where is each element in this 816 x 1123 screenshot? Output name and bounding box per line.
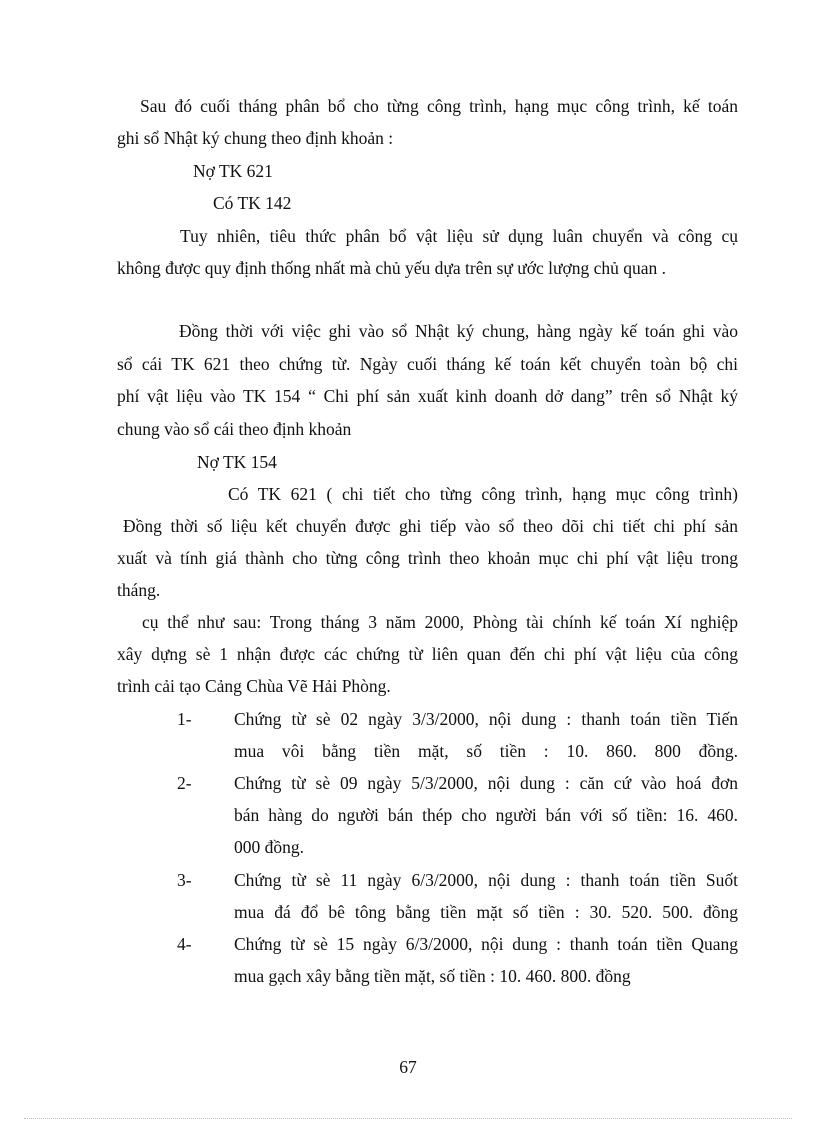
list-item-3-line-1: Chứng từ sè 11 ngày 6/3/2000, nội dung : thanh toán tiền Suốt: [234, 870, 738, 890]
list-item-4-line-1: Chứng từ sè 15 ngày 6/3/2000, nội dung : thanh toán tiền Quang: [234, 934, 738, 954]
paragraph-1-line-1: Sau đó cuối tháng phân bổ cho từng công trình, hạng mục công trình, kế toán: [140, 96, 738, 116]
list-item-1-line-2: mua vôi bằng tiền mặt, số tiền : 10. 860. 800 đồng.: [234, 741, 738, 761]
list-item-2-line-3: 000 đồng.: [234, 837, 304, 857]
entry-1-credit: Có TK 142: [213, 193, 292, 213]
entry-2-debit: Nợ TK 154: [197, 452, 277, 472]
paragraph-3-line-4: chung vào sổ cái theo định khoản: [117, 419, 352, 439]
page-number: 67: [399, 1057, 417, 1077]
paragraph-4-line-2: xuất và tính giá thành cho từng công trình theo khoản mục chi phí vật liệu trong: [117, 548, 738, 568]
paragraph-2-line-1: Tuy nhiên, tiêu thức phân bổ vật liệu sử dụng luân chuyển và công cụ: [180, 226, 738, 246]
list-marker-4: 4-: [177, 934, 192, 954]
list-item-3-line-2: mua đá đổ bê tông bằng tiền mặt số tiền : 30. 520. 500. đồng: [234, 902, 738, 922]
paragraph-5-line-2: xây dựng sè 1 nhận được các chứng từ liên quan đến chi phí vật liệu của công: [117, 644, 738, 664]
paragraph-1-line-2: ghi sổ Nhật ký chung theo định khoản :: [117, 128, 394, 148]
list-item-2-line-1: Chứng từ sè 09 ngày 5/3/2000, nội dung : căn cứ vào hoá đơn: [234, 773, 738, 793]
entry-2-credit: Có TK 621 ( chi tiết cho từng công trình, hạng mục công trình): [228, 484, 738, 504]
paragraph-4-line-1: Đồng thời số liệu kết chuyển được ghi tiếp vào sổ theo dõi chi tiết chi phí sản: [123, 516, 738, 536]
paragraph-3-line-1: Đồng thời với việc ghi vào sổ Nhật ký chung, hàng ngày kế toán ghi vào: [179, 321, 738, 341]
paragraph-2-line-2: không được quy định thống nhất mà chủ yếu dựa trên sự ước lượng chủ quan .: [117, 258, 667, 278]
paragraph-3-line-3: phí vật liệu vào TK 154 “ Chi phí sản xuất kinh doanh dở dang” trên sổ Nhật ký: [117, 386, 738, 406]
entry-1-debit: Nợ TK 621: [193, 161, 273, 181]
paragraph-5-line-3: trình cải tạo Cảng Chùa Vẽ Hải Phòng.: [117, 676, 391, 696]
list-marker-2: 2-: [177, 773, 192, 793]
list-item-1-line-1: Chứng từ sè 02 ngày 3/3/2000, nội dung : thanh toán tiền Tiến: [234, 709, 738, 729]
list-item-4-line-2: mua gạch xây bằng tiền mặt, số tiền : 10. 460. 800. đồng: [234, 966, 631, 986]
page-bottom-divider: [24, 1118, 792, 1119]
list-item-2-line-2: bán hàng do người bán thép cho người bán với số tiền: 16. 460.: [234, 805, 738, 825]
paragraph-5-line-1: cụ thể như sau: Trong tháng 3 năm 2000, Phòng tài chính kế toán Xí nghiệp: [142, 612, 738, 632]
list-marker-1: 1-: [177, 709, 192, 729]
paragraph-3-line-2: sổ cái TK 621 theo chứng từ. Ngày cuối tháng kế toán kết chuyển toàn bộ chi: [117, 354, 738, 374]
paragraph-4-line-3: tháng.: [117, 580, 161, 600]
list-marker-3: 3-: [177, 870, 192, 890]
